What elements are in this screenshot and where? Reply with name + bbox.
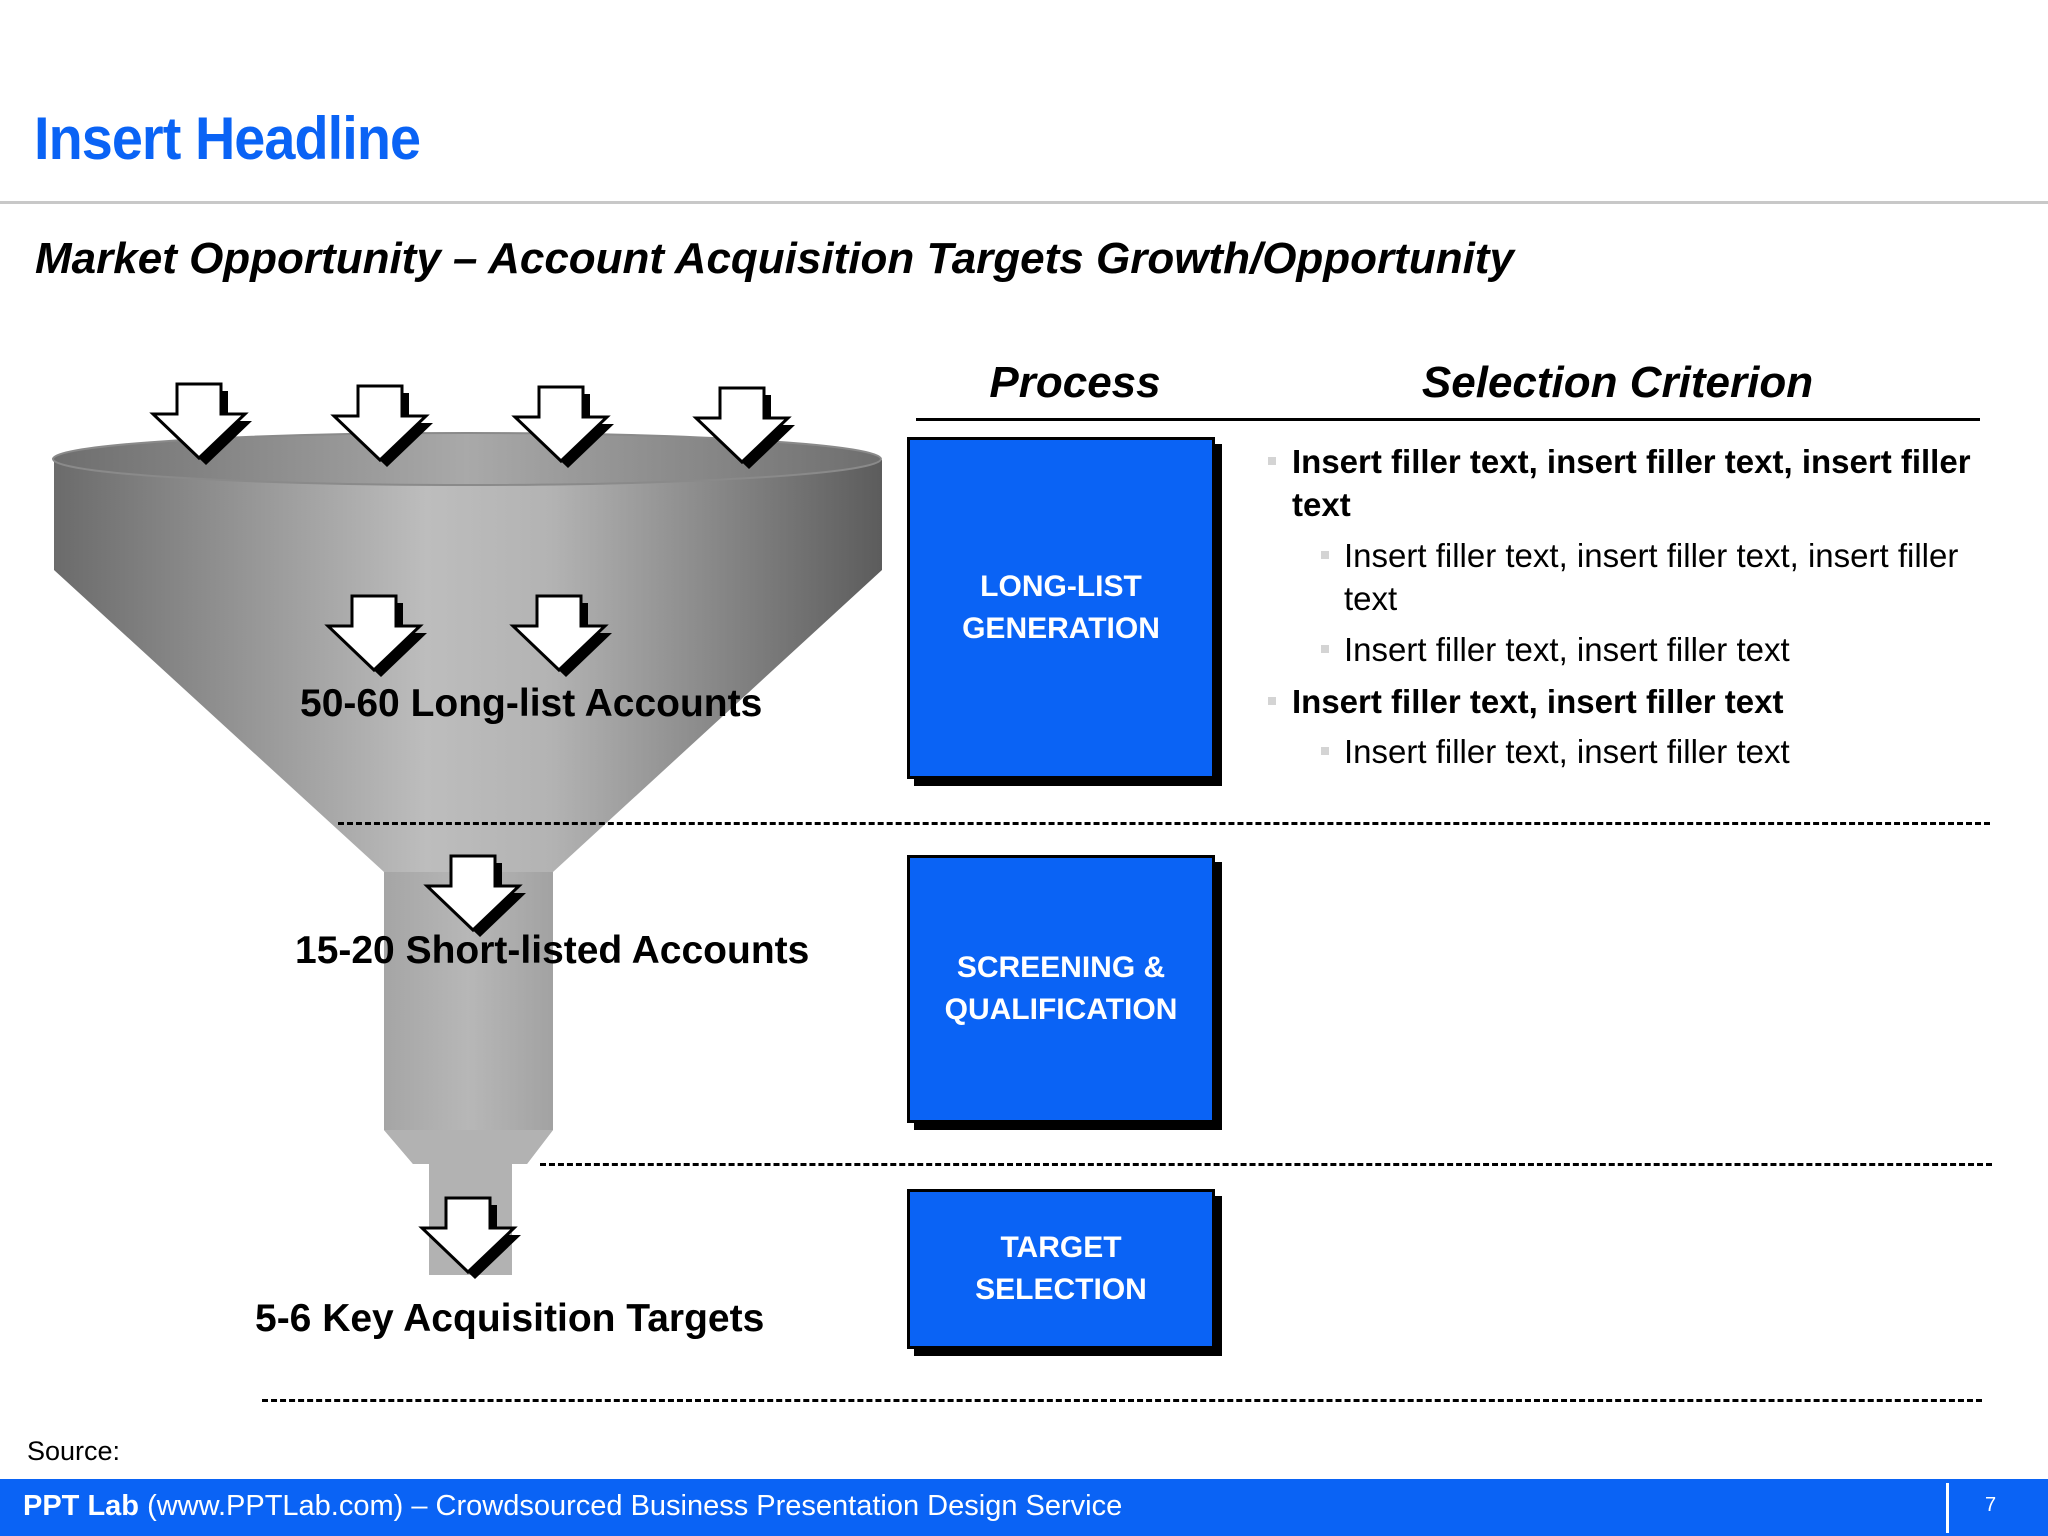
process-step-screening [907, 855, 1215, 1123]
process-header-rule [916, 418, 1210, 421]
funnel-stage-label: 50-60 Long-list Accounts [300, 682, 763, 725]
footer-divider [1946, 1483, 1949, 1533]
footer-brand: PPT Lab [23, 1490, 140, 1522]
process-step-label: LONG-LIST GENERATION [962, 570, 1160, 645]
criterion-sub-bullet [1344, 730, 2004, 773]
page-number: 7 [1985, 1494, 1997, 1516]
bullet-square-icon [1321, 551, 1329, 559]
row-divider [540, 1163, 1992, 1166]
process-column-header: Process [989, 358, 1161, 407]
criterion-text: Insert filler text, insert filler text [1344, 733, 1790, 770]
process-step-target-selection [907, 1189, 1215, 1349]
criterion-header-rule [1210, 418, 1980, 421]
row-divider [338, 822, 1990, 825]
bullet-square-icon [1268, 457, 1276, 465]
criterion-sub-bullet [1344, 628, 2004, 671]
criterion-text: Insert filler text, insert filler text, insert filler text [1344, 537, 1959, 617]
criterion-text: Insert filler text, insert filler text [1292, 683, 1784, 720]
funnel-stage-label: 15-20 Short-listed Accounts [295, 929, 810, 972]
criterion-bullet [1292, 440, 1992, 526]
slide-headline: Insert Headline [34, 105, 421, 172]
process-step-long-list [907, 437, 1215, 779]
slide-subtitle: Market Opportunity – Account Acquisition Targets Growth/Opportunity [35, 234, 1514, 283]
criterion-column-header: Selection Criterion [1421, 358, 1814, 407]
bullet-square-icon [1268, 697, 1276, 705]
bullet-square-icon [1321, 645, 1329, 653]
source-note: Source: [27, 1436, 121, 1466]
process-step-label: SCREENING & QUALIFICATION [944, 951, 1178, 1026]
footer-bar [0, 1479, 2048, 1536]
criterion-sub-bullet [1344, 534, 2004, 620]
footer-text [23, 1490, 1122, 1523]
bullet-square-icon [1321, 747, 1329, 755]
criterion-text: Insert filler text, insert filler text, insert filler text [1292, 443, 1971, 523]
criterion-text: Insert filler text, insert filler text [1344, 631, 1790, 668]
footer-tagline: (www.PPTLab.com) – Crowdsourced Business Presentation Design Service [139, 1490, 1123, 1522]
criterion-bullet [1292, 680, 1992, 723]
row-divider [262, 1399, 1982, 1402]
funnel-stage-label: 5-6 Key Acquisition Targets [255, 1297, 765, 1340]
process-step-label: TARGET SELECTION [975, 1231, 1147, 1306]
